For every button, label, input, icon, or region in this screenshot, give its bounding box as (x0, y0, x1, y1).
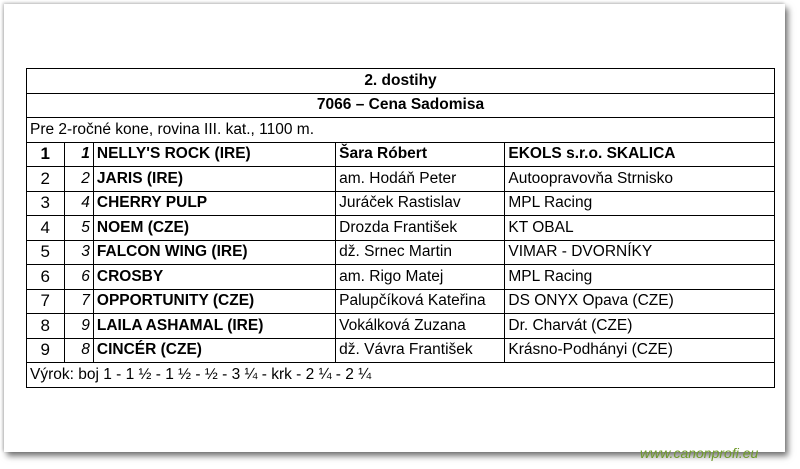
result-horse: CROSBY (93, 265, 335, 290)
result-place: 7 (27, 289, 65, 314)
result-jockey: Vokálková Zuzana (336, 314, 505, 339)
result-place: 9 (27, 338, 65, 363)
result-owner: MPL Racing (505, 265, 775, 290)
result-place: 3 (27, 191, 65, 216)
result-number: 3 (64, 240, 93, 265)
result-horse: CHERRY PULP (93, 191, 335, 216)
result-number: 5 (64, 216, 93, 241)
result-number: 4 (64, 191, 93, 216)
result-row (27, 338, 775, 363)
race-footer-row (27, 363, 775, 388)
result-jockey: dž. Srnec Martin (336, 240, 505, 265)
result-horse: NOEM (CZE) (93, 216, 335, 241)
race-conditions: Pre 2-ročné kone, rovina III. kat., 1100 m. (27, 118, 775, 143)
result-horse: OPPORTUNITY (CZE) (93, 289, 335, 314)
result-place: 8 (27, 314, 65, 339)
result-owner: DS ONYX Opava (CZE) (505, 289, 775, 314)
result-owner: MPL Racing (505, 191, 775, 216)
result-owner: KT OBAL (505, 216, 775, 241)
result-owner: Dr. Charvát (CZE) (505, 314, 775, 339)
result-row (27, 289, 775, 314)
result-horse: LAILA ASHAMAL (IRE) (93, 314, 335, 339)
result-row (27, 142, 775, 167)
result-horse: NELLY'S ROCK (IRE) (93, 142, 335, 167)
result-place: 4 (27, 216, 65, 241)
result-row (27, 216, 775, 241)
result-number: 1 (64, 142, 93, 167)
result-jockey: am. Hodáň Peter (336, 167, 505, 192)
result-owner: Krásno-Podhányi (CZE) (505, 338, 775, 363)
result-place: 6 (27, 265, 65, 290)
result-owner: EKOLS s.r.o. SKALICA (505, 142, 775, 167)
result-jockey: dž. Vávra František (336, 338, 505, 363)
result-owner: Autoopravovňa Strnisko (505, 167, 775, 192)
result-jockey: Juráček Rastislav (336, 191, 505, 216)
race-results-table (26, 68, 775, 388)
race-title-row (27, 69, 775, 94)
result-owner: VIMAR - DVORNÍKY (505, 240, 775, 265)
result-horse: JARIS (IRE) (93, 167, 335, 192)
result-jockey: Šara Róbert (336, 142, 505, 167)
result-row (27, 265, 775, 290)
result-number: 7 (64, 289, 93, 314)
result-number: 6 (64, 265, 93, 290)
race-conditions-row (27, 118, 775, 143)
race-title: 2. dostihy (27, 69, 775, 94)
result-row (27, 191, 775, 216)
result-row (27, 314, 775, 339)
result-row (27, 167, 775, 192)
result-jockey: Palupčíková Kateřina (336, 289, 505, 314)
result-number: 2 (64, 167, 93, 192)
result-horse: CINCÉR (CZE) (93, 338, 335, 363)
result-horse: FALCON WING (IRE) (93, 240, 335, 265)
document-page (4, 4, 785, 452)
race-subtitle-row (27, 93, 775, 118)
result-row (27, 240, 775, 265)
result-place: 2 (27, 167, 65, 192)
result-jockey: am. Rigo Matej (336, 265, 505, 290)
result-place: 1 (27, 142, 65, 167)
result-number: 8 (64, 338, 93, 363)
watermark: www.canonprofi.eu (640, 445, 759, 461)
result-number: 9 (64, 314, 93, 339)
race-subtitle: 7066 – Cena Sadomisa (27, 93, 775, 118)
result-jockey: Drozda František (336, 216, 505, 241)
race-verdict: Výrok: boj 1 - 1 ½ - 1 ½ - ½ - 3 ¼ - krk - 2 ¼ - 2 ¼ (27, 363, 775, 388)
result-place: 5 (27, 240, 65, 265)
